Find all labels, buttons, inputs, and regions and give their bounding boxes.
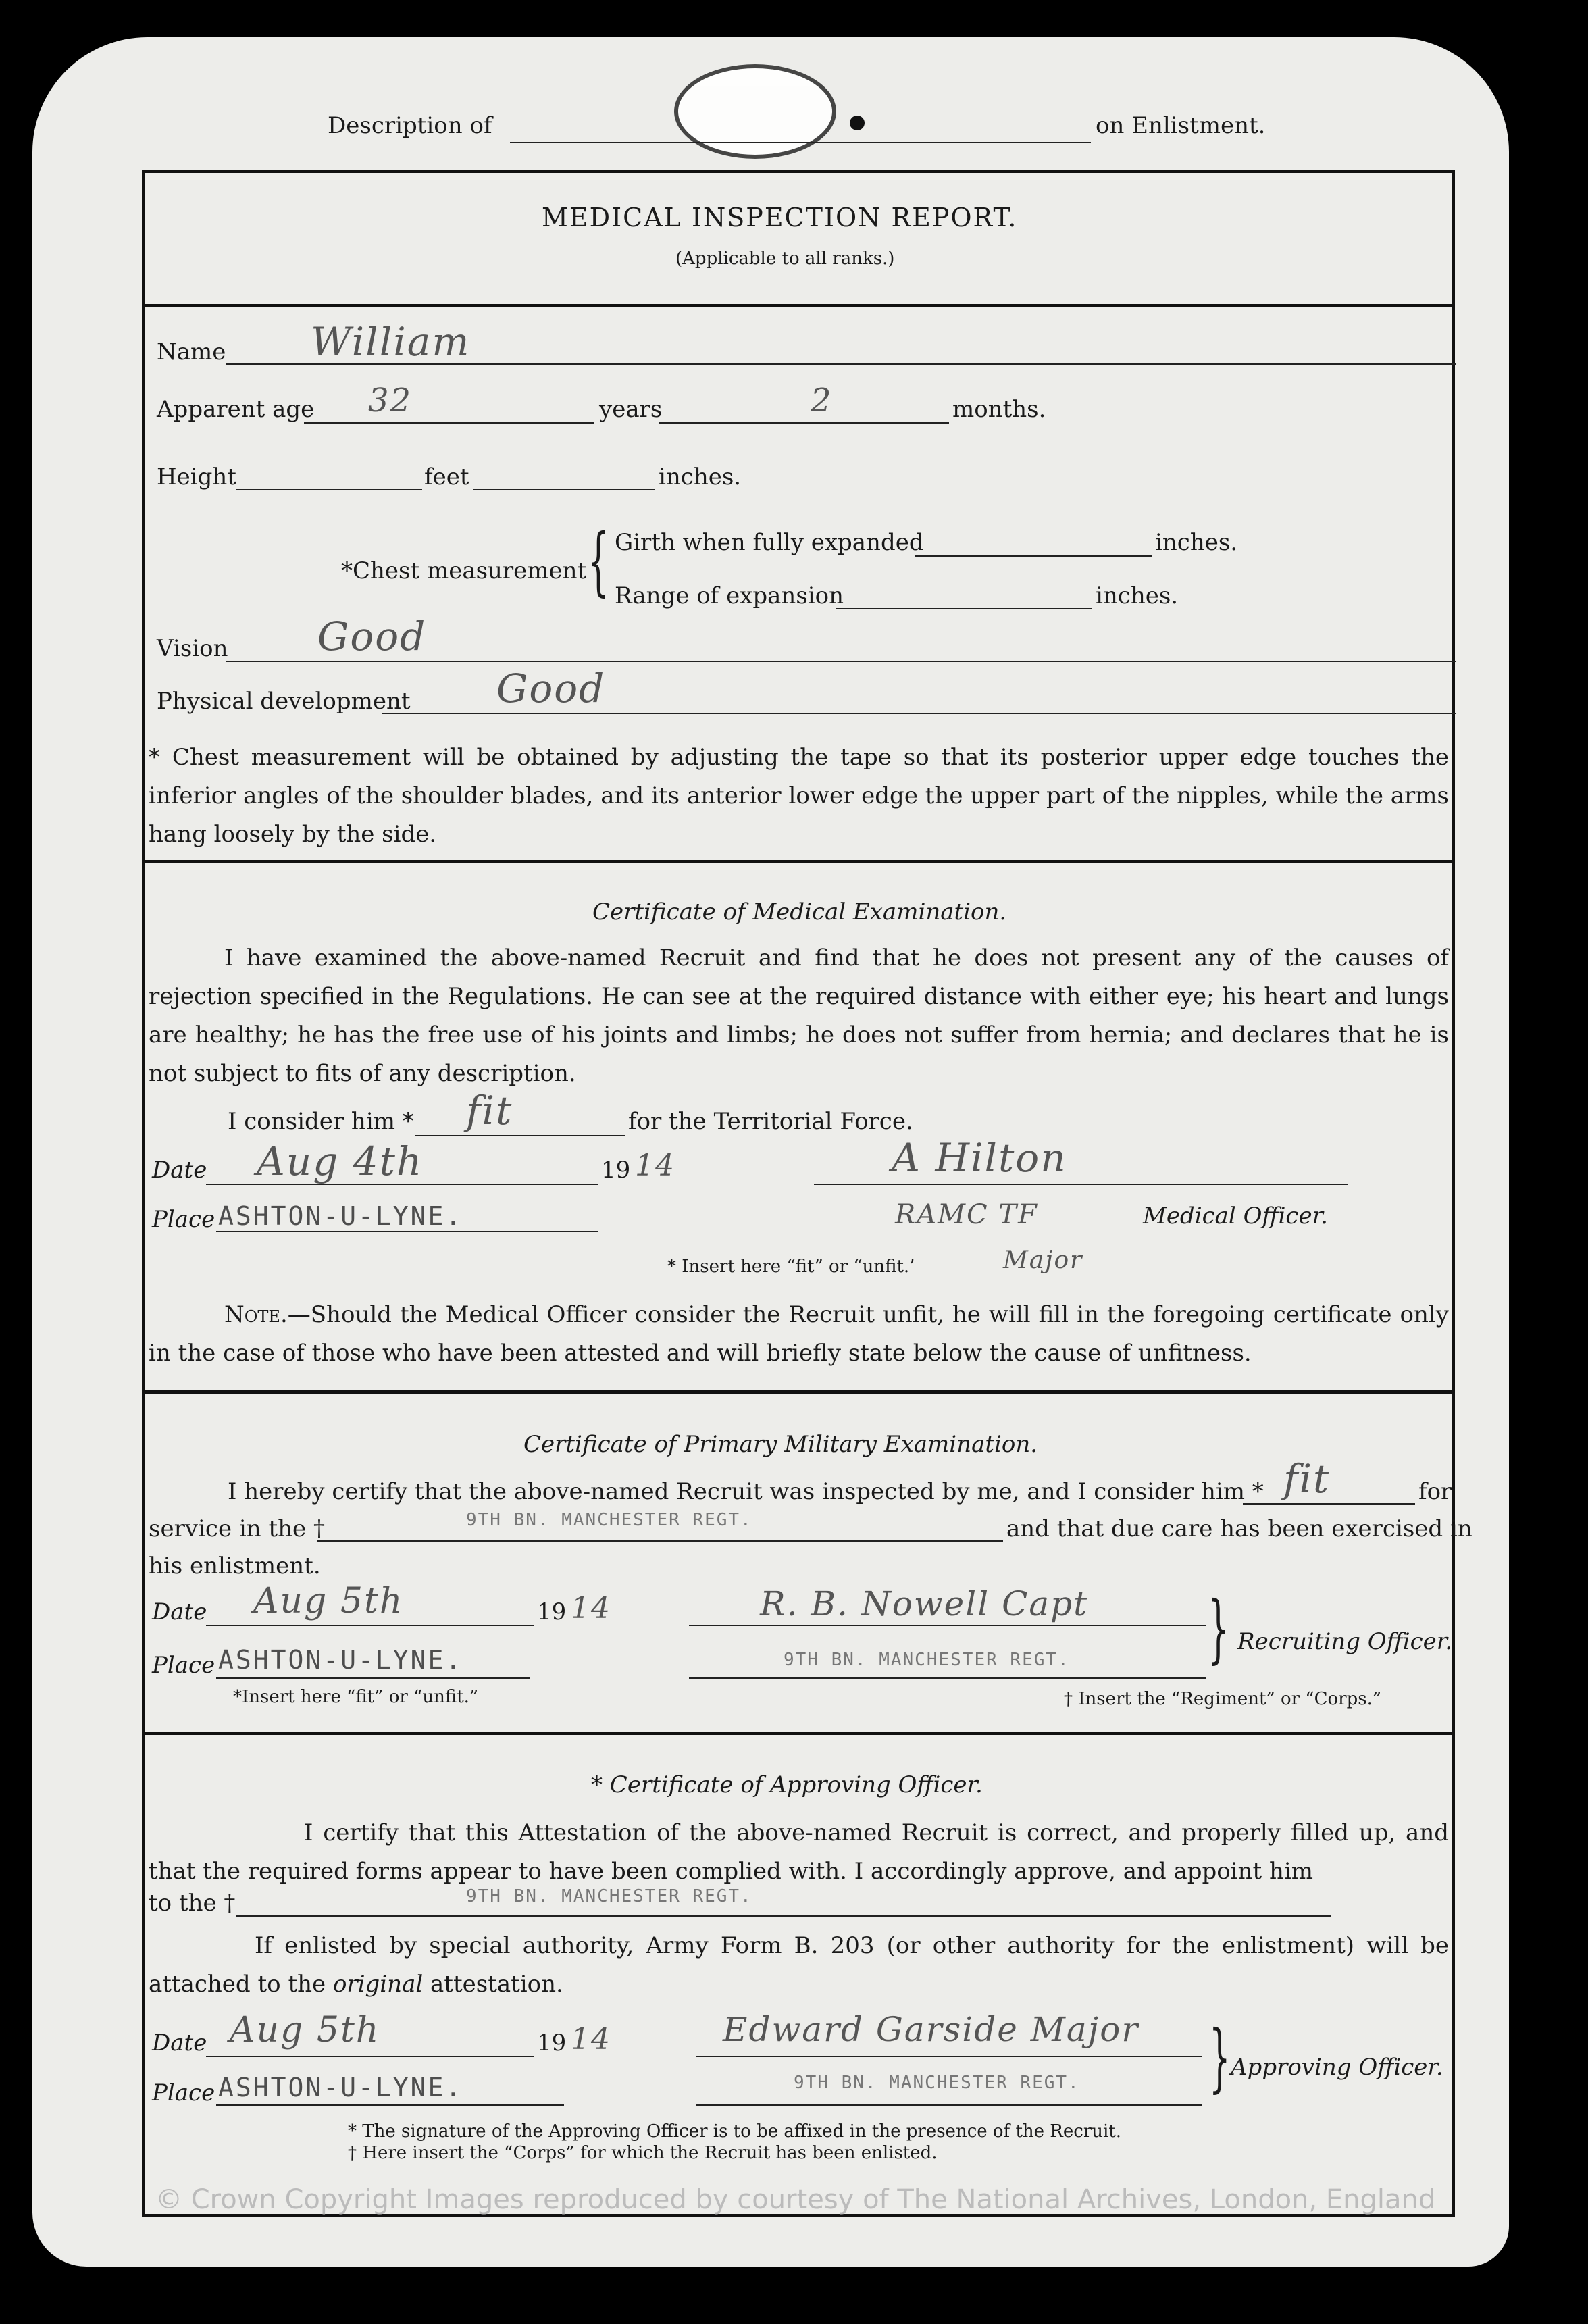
approving-date-value: Aug 5th bbox=[230, 2010, 380, 2050]
primary-brace: } bbox=[1208, 1585, 1229, 1671]
age-label: Apparent age bbox=[157, 396, 315, 423]
height-label: Height bbox=[157, 463, 236, 490]
primary-line1-value: fit bbox=[1283, 1456, 1331, 1502]
vision-line bbox=[226, 661, 1456, 662]
note-label: Note. bbox=[224, 1301, 288, 1328]
medical-cert-body: I have examined the above-named Recruit and find that he does not present any of the causes of rejection specified in the Regulations. He can see at the required distance with either eye; his heart and lungs are healthy; he has the free use of his joints and limbs; he does not suffer from hernia; and declares that he is not subject to fits of any description. bbox=[149, 944, 1449, 1087]
primary-signature: R. B. Nowell Capt bbox=[760, 1584, 1089, 1623]
section-divider bbox=[142, 304, 1455, 307]
medical-note bbox=[149, 1296, 1449, 1373]
primary-cert-heading: Certificate of Primary Military Examination. bbox=[523, 1431, 1038, 1458]
copyright-watermark: © Crown Copyright Images reproduced by courtesy of The National Archives, London, England bbox=[155, 2184, 1436, 2215]
approving-signature-line bbox=[696, 2056, 1202, 2057]
burn-hole bbox=[674, 64, 836, 159]
age-months-line bbox=[659, 422, 949, 424]
approving-footnote-2: † Here insert the “Corps” for which the Recruit has been enlisted. bbox=[348, 2143, 938, 2163]
approving-place-line bbox=[216, 2104, 564, 2106]
chest-note: * Chest measurement will be obtained by adjusting the tape so that its posterior upper edge touches the inferior angles of the shoulder blades, and its anterior lower edge the upper part of the nipples, while the arms hang loosely by the side. bbox=[149, 744, 1449, 848]
approving-officer-label: Approving Officer. bbox=[1231, 2054, 1443, 2081]
years-label: years bbox=[599, 396, 663, 423]
primary-line1-prefix: I hereby certify that the above-named Recruit was inspected by me, and I consider him * bbox=[228, 1478, 1264, 1505]
approving-footnote-1: * The signature of the Approving Officer is to be affixed in the presence of the Recruit. bbox=[348, 2121, 1122, 2142]
primary-line1-suffix: for bbox=[1418, 1478, 1452, 1505]
approving-authority-text bbox=[149, 1927, 1449, 2004]
page-subtitle: (Applicable to all ranks.) bbox=[675, 249, 895, 269]
approving-cert-heading: * Certificate of Approving Officer. bbox=[591, 1771, 983, 1798]
medical-year-value: 14 bbox=[635, 1148, 675, 1183]
approving-to-the-prefix: to the † bbox=[149, 1890, 236, 1917]
approving-to-the-line bbox=[236, 1915, 1331, 1917]
primary-line3: his enlistment. bbox=[149, 1552, 321, 1580]
primary-year-value: 14 bbox=[571, 1591, 611, 1625]
girth-unit: inches. bbox=[1155, 529, 1238, 556]
medical-date-value: Aug 4th bbox=[257, 1138, 424, 1184]
authority-text-c: attestation. bbox=[423, 1971, 563, 1998]
ink-spot bbox=[850, 116, 865, 130]
physical-label: Physical development bbox=[157, 688, 411, 715]
authority-text-b: original bbox=[332, 1971, 424, 1998]
physical-line bbox=[382, 713, 1456, 714]
section-divider bbox=[142, 1390, 1455, 1394]
medical-date-label: Date bbox=[152, 1157, 207, 1184]
primary-line2-stamp: 9TH BN. MANCHESTER REGT. bbox=[466, 1510, 752, 1530]
chest-label: *Chest measurement bbox=[341, 557, 587, 584]
approving-place-label: Place bbox=[152, 2079, 215, 2106]
approving-stamp-line bbox=[696, 2104, 1202, 2106]
medical-year-prefix: 19 bbox=[601, 1157, 631, 1184]
primary-place-stamp: ASHTON-U-LYNE. bbox=[218, 1645, 463, 1675]
months-label: months. bbox=[952, 396, 1046, 423]
primary-line1-line bbox=[1243, 1503, 1415, 1505]
age-years-line bbox=[304, 422, 594, 424]
medical-place-stamp: ASHTON-U-LYNE. bbox=[218, 1201, 463, 1231]
primary-regiment-note: † Insert the “Regiment” or “Corps.” bbox=[1064, 1689, 1382, 1709]
medical-signature-rank2: Major bbox=[1003, 1246, 1083, 1274]
approving-brace: } bbox=[1209, 2014, 1231, 2100]
section-divider bbox=[142, 860, 1455, 863]
age-years-value: 32 bbox=[368, 382, 413, 420]
description-suffix: on Enlistment. bbox=[1096, 112, 1266, 139]
approving-year-value: 14 bbox=[571, 2022, 611, 2056]
primary-date-label: Date bbox=[152, 1598, 207, 1625]
girth-label: Girth when fully expanded bbox=[615, 529, 924, 556]
section-divider bbox=[142, 1732, 1455, 1735]
approving-date-line bbox=[206, 2056, 534, 2057]
form-frame bbox=[142, 170, 1455, 2217]
vision-label: Vision bbox=[157, 635, 228, 662]
approving-cert-body: I certify that this Attestation of the above-named Recruit is correct, and properly filled up, and that the required forms appear to have been complied with. I accordingly approve, and appoint him bbox=[149, 1819, 1449, 1885]
primary-line2-prefix: service in the † bbox=[149, 1515, 325, 1542]
approving-signature: Edward Garside Major bbox=[723, 2010, 1139, 2049]
primary-date-line bbox=[206, 1625, 534, 1626]
primary-line2-suffix: and that due care has been exercised in bbox=[1006, 1515, 1472, 1542]
name-label: Name bbox=[157, 338, 226, 365]
note-body: —Should the Medical Officer consider the Recruit unfit, he will fill in the foregoing certificate only in the case of those who have been attested and will briefly state below the cause of unfitness. bbox=[149, 1301, 1449, 1367]
description-prefix: Description of bbox=[328, 112, 492, 139]
description-line bbox=[510, 142, 1091, 143]
primary-stamp-line bbox=[689, 1677, 1206, 1679]
consider-prefix: I consider him * bbox=[228, 1108, 414, 1135]
approving-date-label: Date bbox=[152, 2029, 207, 2056]
medical-place-label: Place bbox=[152, 1206, 215, 1233]
consider-line bbox=[415, 1135, 625, 1136]
primary-year-prefix: 19 bbox=[537, 1598, 567, 1625]
approving-signature-stamp: 9TH BN. MANCHESTER REGT. bbox=[794, 2073, 1080, 2093]
primary-signature-stamp: 9TH BN. MANCHESTER REGT. bbox=[784, 1650, 1070, 1670]
inches-label: inches. bbox=[659, 463, 742, 490]
primary-place-label: Place bbox=[152, 1652, 215, 1679]
authority-text-a: If enlisted by special authority, Army Form B. 203 (or other authority for the enlistment) will be attached to the bbox=[149, 1932, 1449, 1998]
medical-signature-rank: RAMC TF bbox=[895, 1199, 1038, 1230]
consider-value: fit bbox=[466, 1088, 513, 1134]
primary-date-value: Aug 5th bbox=[253, 1581, 404, 1621]
medical-cert-heading: Certificate of Medical Examination. bbox=[592, 899, 1007, 926]
vision-value: Good bbox=[317, 613, 427, 659]
approving-to-the-stamp: 9TH BN. MANCHESTER REGT. bbox=[466, 1886, 752, 1906]
medical-signature-line bbox=[814, 1184, 1348, 1185]
consider-suffix: for the Territorial Force. bbox=[628, 1108, 913, 1135]
recruiting-officer-label: Recruiting Officer. bbox=[1237, 1628, 1453, 1655]
height-feet-line bbox=[236, 489, 422, 490]
feet-label: feet bbox=[424, 463, 469, 490]
approving-place-stamp: ASHTON-U-LYNE. bbox=[218, 2073, 463, 2102]
primary-place-line bbox=[216, 1677, 530, 1679]
age-months-value: 2 bbox=[811, 382, 833, 420]
range-unit: inches. bbox=[1096, 582, 1179, 609]
physical-value: Good bbox=[496, 665, 606, 711]
medical-place-line bbox=[216, 1231, 598, 1232]
page-title: MEDICAL INSPECTION REPORT. bbox=[542, 203, 1018, 232]
primary-line2-line bbox=[317, 1540, 1003, 1542]
range-line bbox=[836, 608, 1092, 609]
chest-brace: { bbox=[588, 517, 609, 604]
height-inches-line bbox=[473, 489, 655, 490]
girth-line bbox=[915, 555, 1152, 557]
medical-insert-note: * Insert here “fit” or “unfit.’ bbox=[667, 1257, 915, 1277]
approving-year-prefix: 19 bbox=[537, 2029, 567, 2056]
primary-insert-note: *Insert here “fit” or “unfit.” bbox=[233, 1687, 479, 1707]
medical-officer-label: Medical Officer. bbox=[1143, 1203, 1328, 1230]
name-value: William bbox=[311, 319, 471, 365]
range-label: Range of expansion bbox=[615, 582, 844, 609]
medical-signature: A Hilton bbox=[892, 1135, 1067, 1181]
primary-signature-line bbox=[689, 1625, 1206, 1626]
